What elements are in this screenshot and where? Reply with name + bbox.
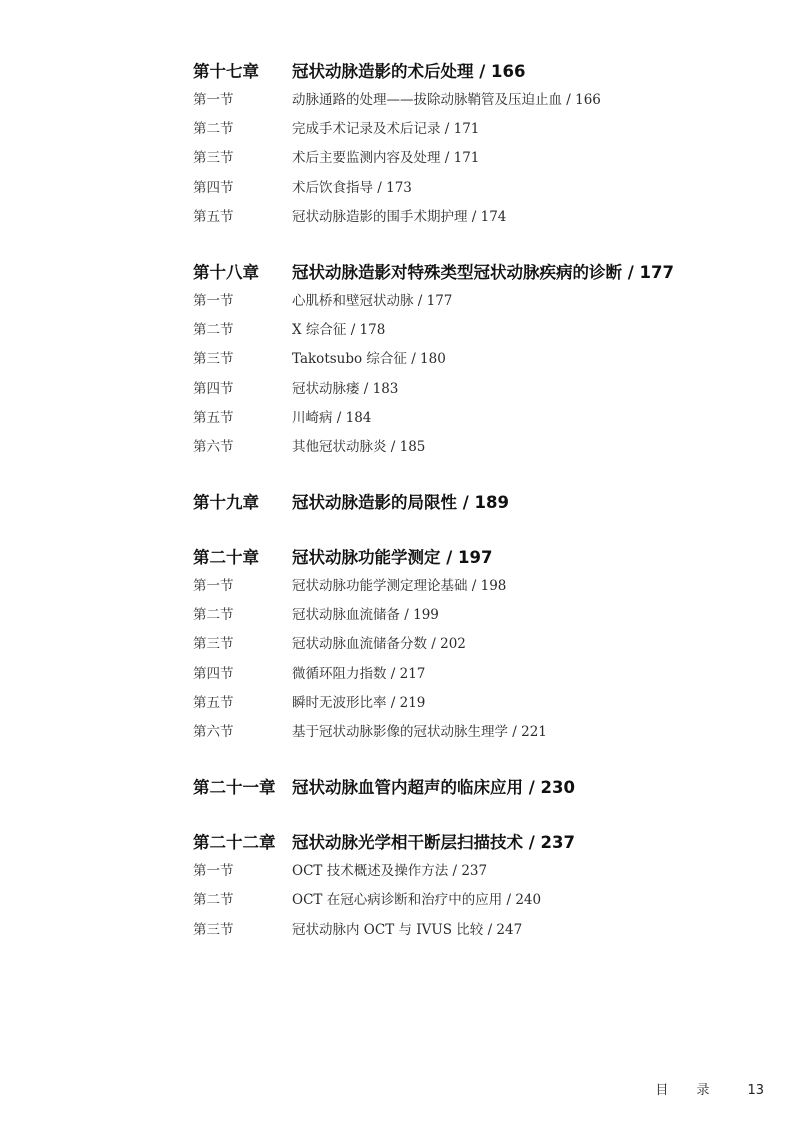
page-number: 13 — [747, 1083, 764, 1098]
section-title: 术后主要监测内容及处理 / 171 — [292, 150, 480, 167]
section-number: 第五节 — [193, 208, 234, 225]
section-title: OCT 在冠心病诊断和治疗中的应用 / 240 — [292, 892, 542, 909]
section-entry[interactable] — [193, 404, 753, 433]
section-entry[interactable] — [193, 660, 753, 689]
section-entry[interactable] — [193, 174, 753, 203]
table-of-contents — [193, 57, 753, 971]
chapter-heading[interactable] — [193, 543, 753, 572]
section-number: 第五节 — [193, 409, 234, 426]
section-title: 完成手术记录及术后记录 / 171 — [292, 121, 480, 138]
section-entry[interactable] — [193, 857, 753, 886]
section-number: 第一节 — [193, 292, 234, 309]
section-number: 第二节 — [193, 607, 234, 624]
section-number: 第五节 — [193, 694, 234, 711]
section-entry[interactable] — [193, 316, 753, 345]
section-entry[interactable] — [193, 718, 753, 747]
section-number: 第六节 — [193, 438, 234, 455]
section-entry[interactable] — [193, 601, 753, 630]
chapter-heading[interactable] — [193, 828, 753, 857]
section-number: 第一节 — [193, 863, 234, 880]
section-number: 第四节 — [193, 380, 234, 397]
chapter-number: 第十九章 — [193, 493, 259, 513]
section-entry[interactable] — [193, 689, 753, 718]
section-number: 第三节 — [193, 921, 234, 938]
chapter-18 — [193, 258, 753, 462]
section-title: OCT 技术概述及操作方法 / 237 — [292, 863, 488, 880]
section-number: 第三节 — [193, 351, 234, 368]
chapter-22 — [193, 828, 753, 945]
section-title: 冠状动脉血流储备 / 199 — [292, 607, 439, 624]
section-entry[interactable] — [193, 375, 753, 404]
chapter-title: 冠状动脉造影的局限性 / 189 — [292, 493, 509, 513]
section-number: 第一节 — [193, 92, 234, 108]
section-number: 第二节 — [193, 322, 234, 339]
section-entry[interactable] — [193, 287, 753, 316]
chapter-title: 冠状动脉造影对特殊类型冠状动脉疾病的诊断 / 177 — [292, 262, 674, 282]
section-title: X 综合征 / 178 — [292, 322, 386, 339]
section-number: 第六节 — [193, 724, 234, 740]
section-entry[interactable] — [193, 916, 753, 945]
section-title: 微循环阻力指数 / 217 — [292, 665, 426, 682]
chapter-number: 第二十二章 — [193, 833, 276, 853]
section-number: 第一节 — [193, 578, 234, 595]
section-title: 动脉通路的处理——拔除动脉鞘管及压迫止血 / 166 — [292, 92, 601, 108]
chapter-title: 冠状动脉造影的术后处理 / 166 — [292, 62, 526, 81]
section-number: 第二节 — [193, 121, 234, 138]
section-number: 第四节 — [193, 179, 234, 196]
chapter-20 — [193, 543, 753, 747]
section-entry[interactable] — [193, 86, 753, 115]
chapter-heading[interactable] — [193, 57, 753, 86]
chapter-title: 冠状动脉光学相干断层扫描技术 / 237 — [292, 833, 575, 853]
section-number: 第三节 — [193, 636, 234, 653]
chapter-number: 第二十章 — [193, 548, 259, 568]
chapter-title: 冠状动脉功能学测定 / 197 — [292, 548, 493, 568]
section-entry[interactable] — [193, 144, 753, 173]
chapter-heading[interactable] — [193, 488, 753, 517]
section-entry[interactable] — [193, 433, 753, 462]
chapter-number: 第十七章 — [193, 62, 259, 81]
page-footer — [655, 1079, 764, 1098]
section-title: 冠状动脉瘘 / 183 — [292, 380, 399, 397]
chapter-number: 第十八章 — [193, 262, 259, 282]
section-title: 冠状动脉功能学测定理论基础 / 198 — [292, 578, 507, 595]
chapter-title: 冠状动脉血管内超声的临床应用 / 230 — [292, 778, 575, 798]
section-title: 川崎病 / 184 — [292, 409, 372, 426]
chapter-heading[interactable] — [193, 258, 753, 287]
section-entry[interactable] — [193, 345, 753, 374]
section-entry[interactable] — [193, 630, 753, 659]
chapter-number: 第二十一章 — [193, 778, 276, 798]
section-entry[interactable] — [193, 203, 753, 232]
section-title: 瞬时无波形比率 / 219 — [292, 694, 426, 711]
section-number: 第三节 — [193, 150, 234, 167]
chapter-19 — [193, 488, 753, 517]
section-entry[interactable] — [193, 572, 753, 601]
section-title: 冠状动脉内 OCT 与 IVUS 比较 / 247 — [292, 921, 523, 938]
chapter-17 — [193, 57, 753, 232]
section-title: Takotsubo 综合征 / 180 — [292, 351, 446, 368]
section-title: 冠状动脉血流储备分数 / 202 — [292, 636, 466, 653]
section-title: 心肌桥和壁冠状动脉 / 177 — [292, 292, 453, 309]
section-title: 其他冠状动脉炎 / 185 — [292, 438, 426, 455]
footer-label: 目 录 — [655, 1083, 722, 1098]
section-entry[interactable] — [193, 886, 753, 915]
section-number: 第四节 — [193, 665, 234, 682]
section-title: 术后饮食指导 / 173 — [292, 179, 412, 196]
section-number: 第二节 — [193, 892, 234, 909]
section-title: 冠状动脉造影的围手术期护理 / 174 — [292, 208, 507, 225]
section-entry[interactable] — [193, 115, 753, 144]
chapter-heading[interactable] — [193, 773, 753, 802]
chapter-21 — [193, 773, 753, 802]
section-title: 基于冠状动脉影像的冠状动脉生理学 / 221 — [292, 724, 547, 740]
